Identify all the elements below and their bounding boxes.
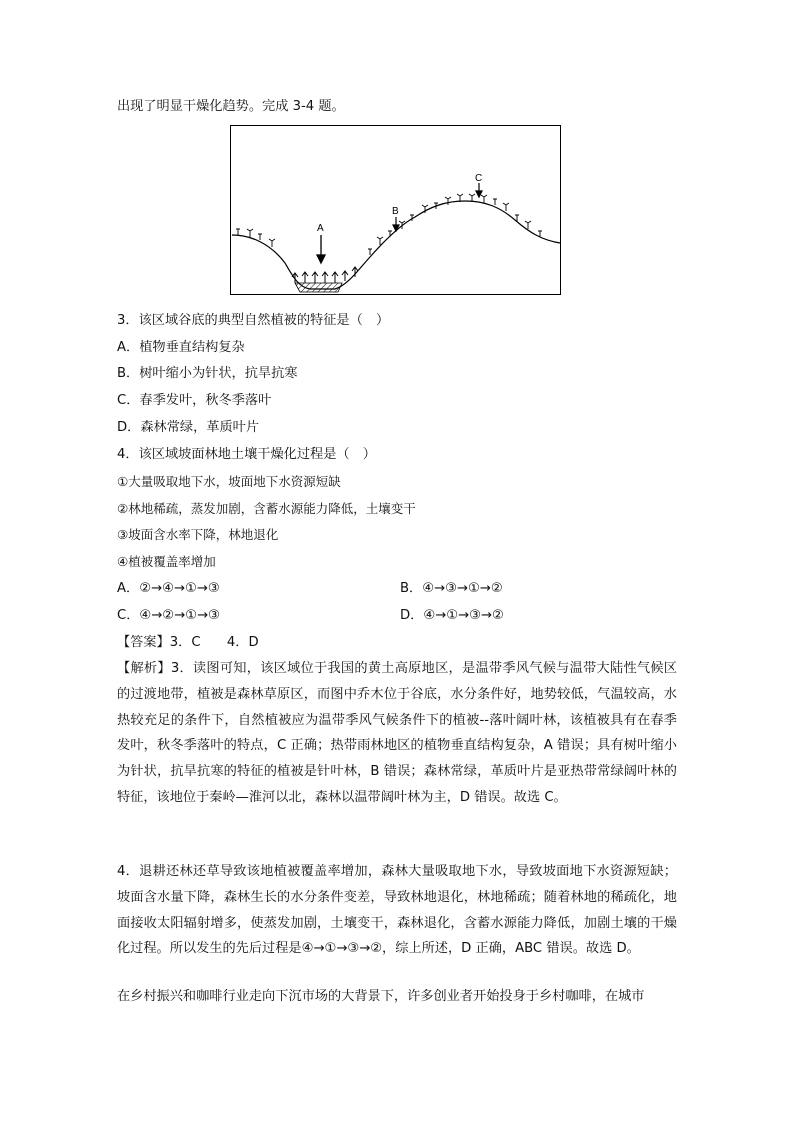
q3-option-a: A．植物垂直结构复杂: [117, 340, 245, 355]
label-a: A: [317, 223, 324, 234]
q4-item-2: ②林地稀疏，蒸发加剧，含蓄水源能力降低，土壤变干: [117, 501, 416, 516]
analysis-q4: 4．退耕还林还草导致该地植被覆盖率增加，森林大量吸取地下水，导致坡面地下水资源短缺；坡面含水量下降，森林生长的水分条件变差，导致林地退化，林地稀疏；随着林地的稀疏化，地面接收太阳辐射增多，使蒸发加剧，土壤变干，森林退化，含蓄水源能力降低，加剧土壤的干燥化过程。所以发生的先后过程是④→①→③→②，综上所述，D 正确，ABC 错误。故选 D。: [117, 864, 677, 957]
q4-stem: 4．该区域坡面林地土壤干燥化过程是（ ）: [117, 447, 376, 462]
q4-option-b: B．④→③→①→②: [400, 581, 503, 596]
q4-item-3: ③坡面含水率下降，林地退化: [117, 527, 279, 542]
q3-option-b: B．树叶缩小为针状，抗旱抗寒: [117, 366, 298, 381]
q4-item-1: ①大量吸取地下水，坡面地下水资源短缺: [117, 474, 341, 489]
label-b: B: [392, 206, 399, 217]
analysis-q3: 【解析】3．读图可知，该区域位于我国的黄土高原地区，是温带季风气候与温带大陆性气候区的过渡地带，植被是森林草原区，而图中乔木位于谷底，水分条件好，地势较低，气温较高，水热较充足的条件下，自然植被应为温带季风气候条件下的植被--落叶阔叶林，该植被具有在春季发叶，秋冬季落叶的特点，C 正确；热带雨林地区的植物垂直结构复杂，A 错误；具有树叶缩小为针状，抗旱抗寒的特征的植被是针叶林，B 错误；森林常绿，革质叶片是亚热带常绿阔叶林的特征，该地位于秦岭—淮河以北，森林以温带阔叶林为主，D 错误。故选 C。: [117, 661, 677, 805]
q3-option-c: C．春季发叶，秋冬季落叶: [117, 393, 272, 408]
valley-water: [295, 283, 342, 292]
q4-item-4: ④植被覆盖率增加: [117, 554, 216, 569]
q4-option-d: D．④→①→③→②: [400, 608, 504, 623]
q3-option-d: D．森林常绿，革质叶片: [117, 420, 260, 435]
q3-stem: 3．该区域谷底的典型自然植被的特征是（ ）: [117, 313, 390, 328]
q4-option-c: C．④→②→①→③: [117, 608, 220, 623]
terrain-profile-figure: [230, 125, 561, 295]
label-c: C: [475, 173, 483, 184]
answer-line: 【答案】3．C 4．D: [117, 635, 259, 650]
q4-option-a: A．②→④→①→③: [117, 581, 220, 596]
intro-text: 出现了明显干燥化趋势。完成 3-4 题。: [117, 99, 345, 114]
next-paragraph: 在乡村振兴和咖啡行业走向下沉市场的大背景下，许多创业者开始投身于乡村咖啡，在城市: [117, 989, 645, 1004]
